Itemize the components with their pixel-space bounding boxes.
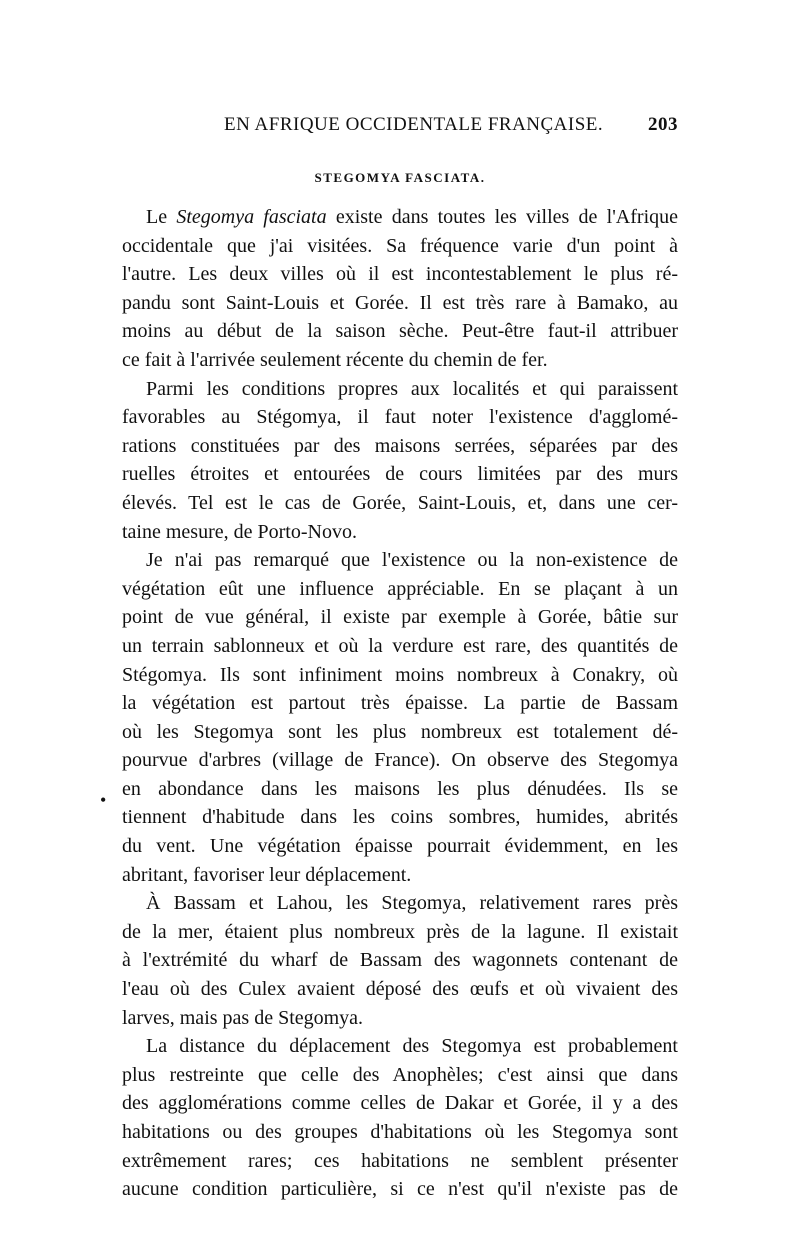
text-line: la végétation est partout très épaisse. La partie de Bassam <box>122 692 678 715</box>
text-line: taine mesure, de Porto-Novo. <box>122 520 357 543</box>
margin-mark: • <box>100 790 107 810</box>
text-line: abritant, favoriser leur déplacement. <box>122 863 412 886</box>
text-line: extrêmement rares; ces habitations ne semblent présenter <box>122 1149 678 1172</box>
text-line: où les Stegomya sont les plus nombreux est totalement dé- <box>122 720 678 743</box>
text-line: en abondance dans les maisons les plus dénudées. Ils se <box>122 777 678 800</box>
text-line: du vent. Une végétation épaisse pourrait évidemment, en les <box>122 835 678 858</box>
text-line: Je n'ai pas remarqué que l'existence ou la non-existence de <box>146 549 678 572</box>
text-line: l'eau où des Culex avaient déposé des œufs et où vivaient des <box>122 978 678 1001</box>
text-line: habitations ou des groupes d'habitations où les Stegomya sont <box>122 1121 678 1143</box>
text-line: ce fait à l'arrivée seulement récente du chemin de fer. <box>122 348 548 371</box>
text-line: rations constituées par des maisons serrées, séparées par des <box>122 434 678 457</box>
text-line: plus restreinte que celle des Anophèles; c'est ainsi que dans <box>122 1063 678 1086</box>
text-line: élevés. Tel est le cas de Gorée, Saint-Louis, et, dans une cer- <box>122 491 678 514</box>
text-line: La distance du déplacement des Stegomya est probablement <box>146 1035 678 1058</box>
text-line: occidentale que j'ai visitées. Sa fréquence varie d'un point à <box>122 234 678 257</box>
text-line: l'autre. Les deux villes où il est incontestablement le plus ré- <box>122 263 678 286</box>
running-head <box>122 114 678 142</box>
text-line: des agglomérations comme celles de Dakar et Gorée, il y a des <box>122 1092 678 1115</box>
text-line: moins au début de la saison sèche. Peut-être faut-il attribuer <box>122 320 678 343</box>
text-line: à l'extrémité du wharf de Bassam des wagonnets contenant de <box>122 949 678 972</box>
body-text <box>122 203 678 1204</box>
text-line: tiennent d'habitude dans les coins sombres, humides, abrités <box>122 806 678 829</box>
page-number: 203 <box>648 114 678 135</box>
text-line: larves, mais pas de Stegomya. <box>122 1006 364 1029</box>
text-line: point de vue général, il existe par exemple à Gorée, bâtie sur <box>122 606 678 629</box>
text-line: pandu sont Saint-Louis et Gorée. Il est très rare à Bamako, au <box>122 291 678 314</box>
text-line-pre: Le <box>146 206 177 228</box>
text-line-post: existe dans toutes les villes de l'Afrique <box>326 206 678 228</box>
species-name: Stegomya fasciata <box>176 206 327 228</box>
text-line: ruelles étroites et entourées de cours limitées par des murs <box>122 463 678 486</box>
text-line: À Bassam et Lahou, les Stegomya, relativement rares près <box>146 892 678 915</box>
text-line: aucune condition particulière, si ce n'est qu'il n'existe pas de <box>122 1178 678 1201</box>
text-line: favorables au Stégomya, il faut noter l'existence d'agglomé- <box>122 406 678 429</box>
text-line: végétation eût une influence appréciable. En se plaçant à un <box>122 577 678 600</box>
section-heading: STEGOMYA FASCIATA. <box>314 170 486 185</box>
running-title: EN AFRIQUE OCCIDENTALE FRANÇAISE. <box>224 114 604 135</box>
text-line: pourvue d'arbres (village de France). On observe des Stegomya <box>122 749 678 772</box>
text-line: Parmi les conditions propres aux localités et qui paraissent <box>146 377 678 400</box>
text-line: Stégomya. Ils sont infiniment moins nombreux à Conakry, où <box>122 663 678 686</box>
text-line <box>122 203 678 232</box>
text-line: de la mer, étaient plus nombreux près de la lagune. Il existait <box>122 920 678 943</box>
text-line: un terrain sablonneux et où la verdure est rare, des quantités de <box>122 634 678 657</box>
